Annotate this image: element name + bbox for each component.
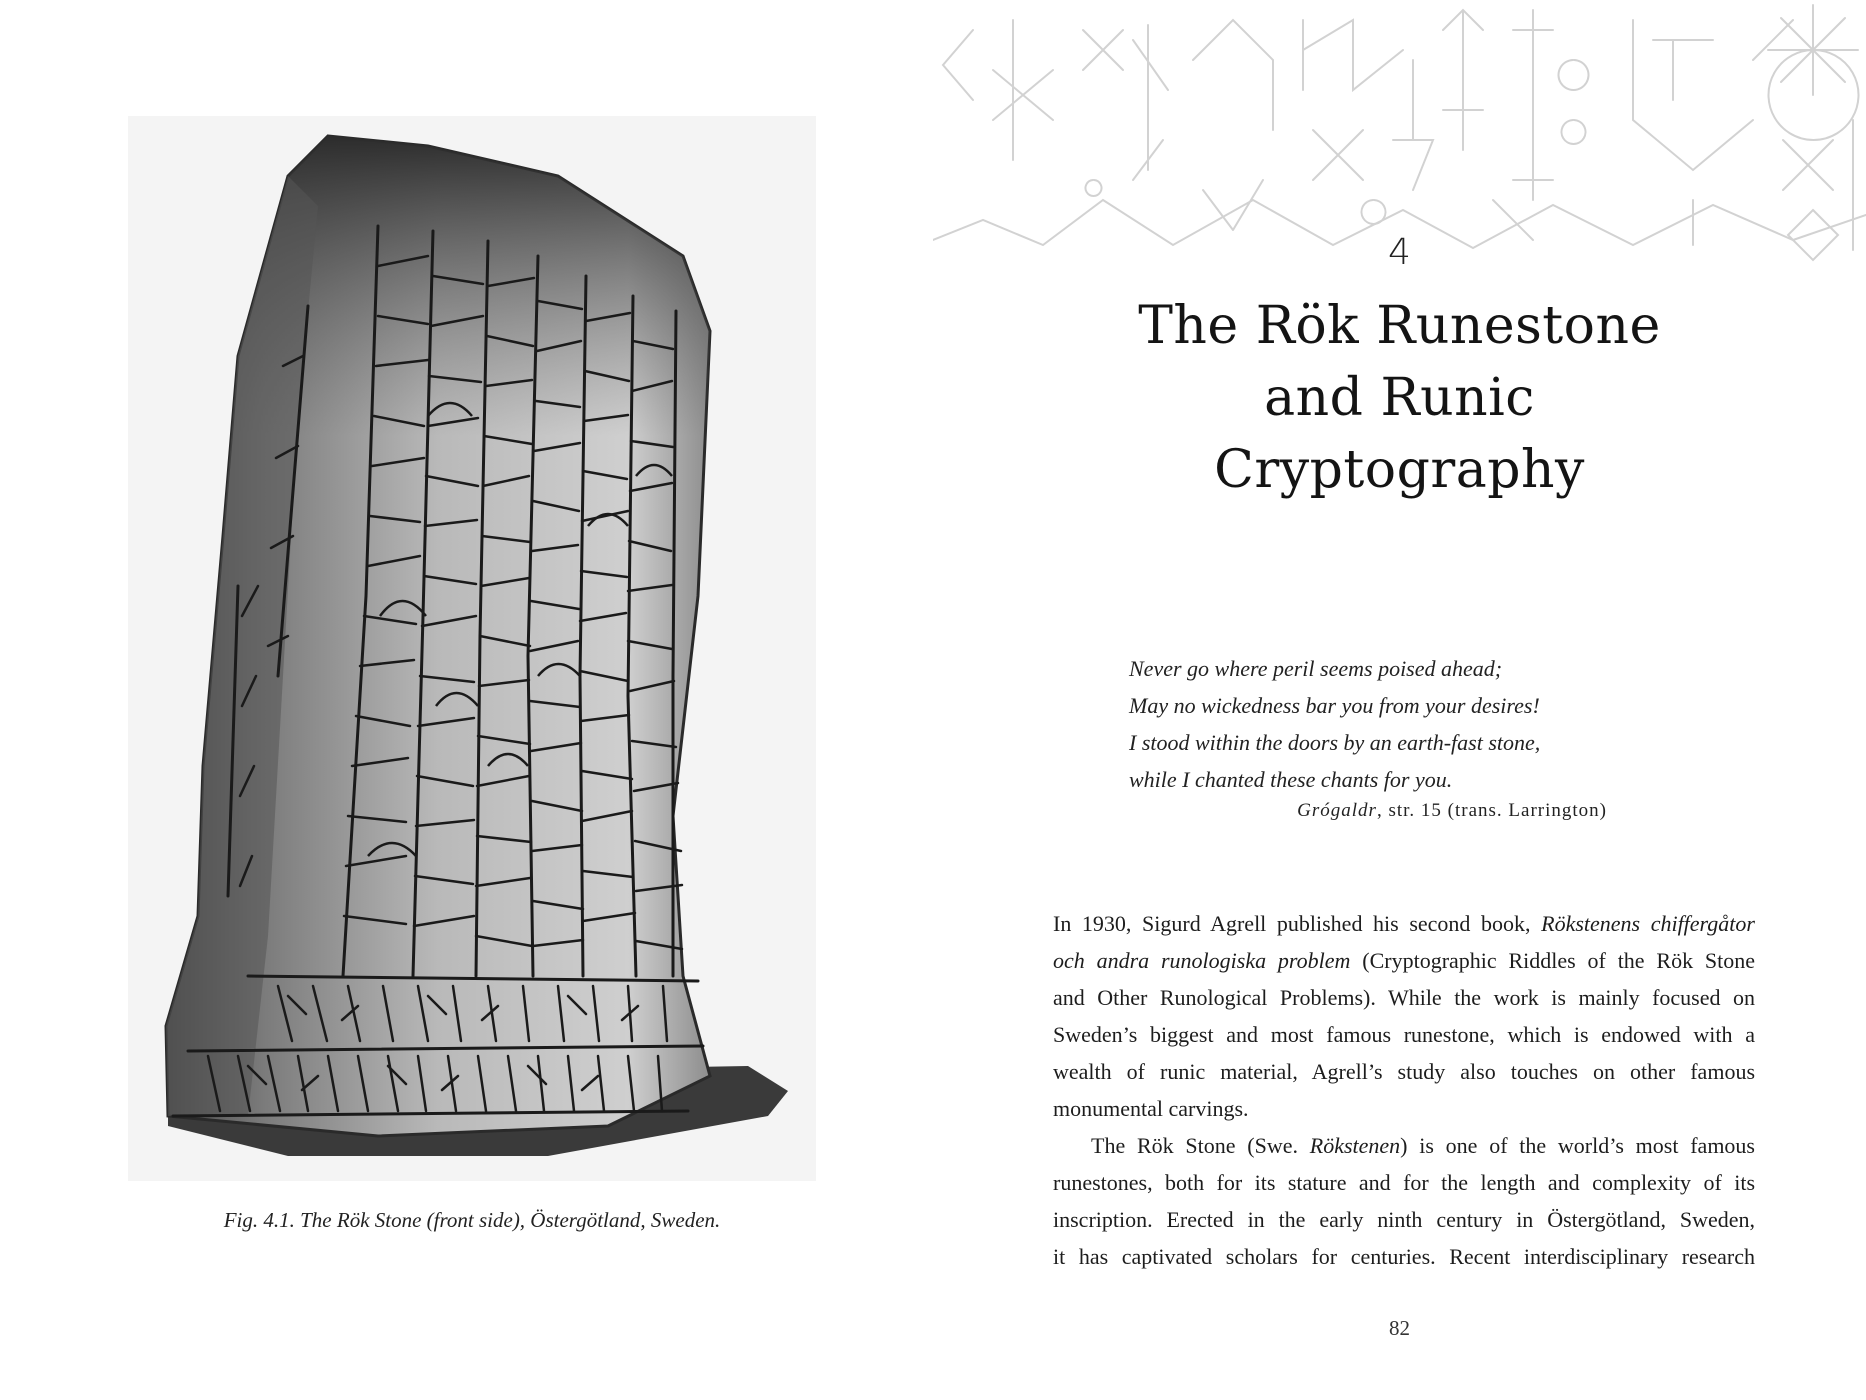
body-line bbox=[1053, 905, 1755, 942]
chapter-title bbox=[1013, 290, 1786, 506]
text-run: The Rök Stone (Swe. bbox=[1091, 1133, 1310, 1158]
epigraph-source bbox=[1129, 800, 1607, 822]
body-line: monumental carvings. bbox=[1053, 1096, 1249, 1121]
epigraph bbox=[1129, 650, 1609, 798]
figure-caption: Fig. 4.1. The Rök Stone (front side), Östergötland, Sweden. bbox=[223, 1208, 721, 1232]
body-text bbox=[1053, 905, 1755, 1275]
epigraph-line: Never go where peril seems poised ahead; bbox=[1129, 656, 1503, 681]
body-line: wealth of runic material, Agrell’s study also touches on other famous bbox=[1053, 1059, 1755, 1084]
epigraph-line: May no wickedness bar you from your desires! bbox=[1129, 693, 1540, 718]
body-line: it has captivated scholars for centuries. Recent interdisciplinary research bbox=[1053, 1244, 1755, 1269]
body-line bbox=[1053, 942, 1755, 979]
text-run: ) is one of the world’s most famous bbox=[1400, 1133, 1755, 1158]
body-line bbox=[1053, 1127, 1755, 1164]
right-page bbox=[933, 0, 1866, 1400]
epigraph-source-detail: , str. 15 (trans. Larrington) bbox=[1376, 800, 1607, 821]
body-line: Sweden’s biggest and most famous runestone, which is endowed with a bbox=[1053, 1022, 1755, 1047]
body-line: inscription. Erected in the early ninth century in Östergötland, Sweden, bbox=[1053, 1207, 1755, 1232]
book-title-italic: Rökstenens chiffergåtor bbox=[1541, 911, 1755, 936]
chapter-title-line: Cryptography bbox=[1214, 440, 1585, 500]
chapter-number: 4 bbox=[1388, 232, 1411, 273]
epigraph-source-title: Grógaldr bbox=[1297, 800, 1377, 821]
epigraph-line: while I chanted these chants for you. bbox=[1129, 767, 1453, 792]
text-run: In 1930, Sigurd Agrell published his second book, bbox=[1053, 911, 1542, 936]
page-number: 82 bbox=[1389, 1316, 1410, 1340]
text-run: (Cryptographic Riddles of the Rök Stone bbox=[1350, 948, 1756, 973]
book-title-italic: och andra runologiska problem bbox=[1053, 948, 1351, 973]
epigraph-line: I stood within the doors by an earth-fast stone, bbox=[1129, 730, 1541, 755]
chapter-title-line: The Rök Runestone bbox=[1138, 296, 1661, 356]
body-line: and Other Runological Problems). While the work is mainly focused on bbox=[1053, 985, 1755, 1010]
chapter-title-line: and Runic bbox=[1264, 368, 1535, 428]
body-line: runestones, both for its stature and for the length and complexity of its bbox=[1053, 1170, 1755, 1195]
swedish-term-italic: Rökstenen bbox=[1309, 1133, 1401, 1158]
rok-stone-image bbox=[128, 116, 816, 1181]
rok-stone-photograph bbox=[128, 116, 816, 1181]
